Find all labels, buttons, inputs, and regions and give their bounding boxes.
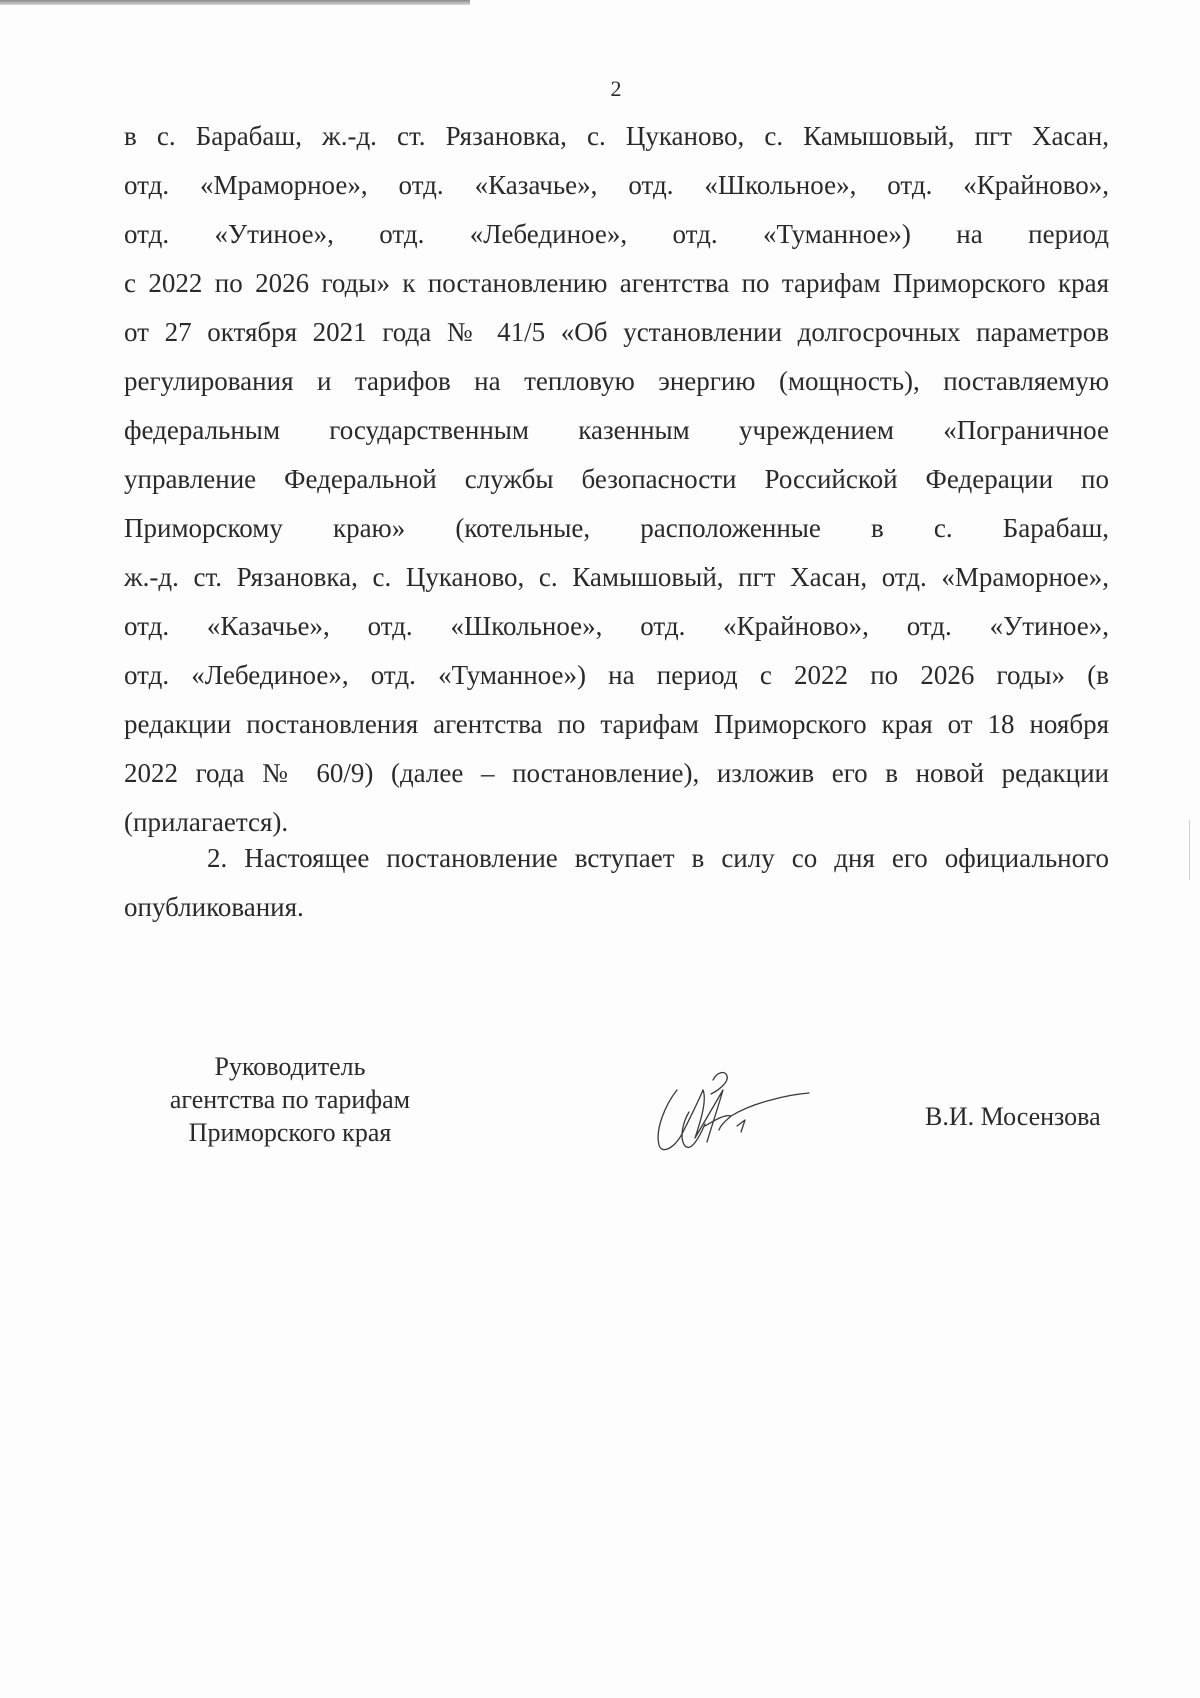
paragraph-line: в с. Барабаш, ж.-д. ст. Рязановка, с. Цуканово, с. Камышовый, пгт Хасан,: [124, 121, 1109, 151]
paragraph-line: 2022 года № 60/9) (далее – постановление), изложив его в новой редакции: [124, 758, 1109, 788]
signatory-title-line: Руководитель: [214, 1052, 366, 1081]
paragraph-line: федеральным государственным казенным учреждением «Пограничное: [124, 415, 1109, 445]
paragraph-line: регулирования и тарифов на тепловую энергию (мощность), поставляемую: [124, 366, 1109, 396]
signatory-title-line: Приморского края: [188, 1118, 392, 1147]
paragraph-line: от 27 октября 2021 года № 41/5 «Об установлении долгосрочных параметров: [124, 317, 1109, 347]
paragraph-2: [124, 841, 1109, 939]
paragraph-line: с 2022 по 2026 годы» к постановлению агентства по тарифам Приморского края: [124, 268, 1109, 298]
signatory-name: В.И. Мосензова: [925, 1102, 1101, 1131]
paragraph-line: отд. «Мраморное», отд. «Казачье», отд. «Школьное», отд. «Крайново»,: [124, 170, 1109, 200]
paragraph-line: отд. «Утиное», отд. «Лебединое», отд. «Туманное») на период: [124, 219, 1109, 249]
page-number: 2: [610, 76, 622, 101]
paragraph-line: (прилагается).: [124, 807, 289, 837]
signatory-title: [140, 1050, 440, 1149]
paragraph-line: редакции постановления агентства по тарифам Приморского края от 18 ноября: [124, 709, 1109, 739]
scan-edge-shadow: [0, 0, 470, 5]
paragraph-line: управление Федеральной службы безопасности Российской Федерации по: [124, 464, 1109, 494]
paragraph-line: отд. «Лебединое», отд. «Туманное») на период с 2022 по 2026 годы» (в: [124, 660, 1109, 690]
paragraph-line: Приморскому краю» (котельные, расположенные в с. Барабаш,: [124, 513, 1109, 543]
scan-edge-mark: [1189, 820, 1190, 880]
paragraph-1: [124, 119, 1109, 854]
paragraph-line: опубликования.: [124, 892, 304, 922]
paragraph-line: отд. «Казачье», отд. «Школьное», отд. «Крайново», отд. «Утиное»,: [124, 611, 1109, 641]
paragraph-line: ж.-д. ст. Рязановка, с. Цуканово, с. Камышовый, пгт Хасан, отд. «Мраморное»,: [124, 562, 1109, 592]
paragraph-line: 2. Настоящее постановление вступает в силу со дня его официального: [207, 843, 1109, 873]
handwritten-signature: [645, 1060, 815, 1170]
signatory-title-line: агентства по тарифам: [169, 1085, 411, 1114]
